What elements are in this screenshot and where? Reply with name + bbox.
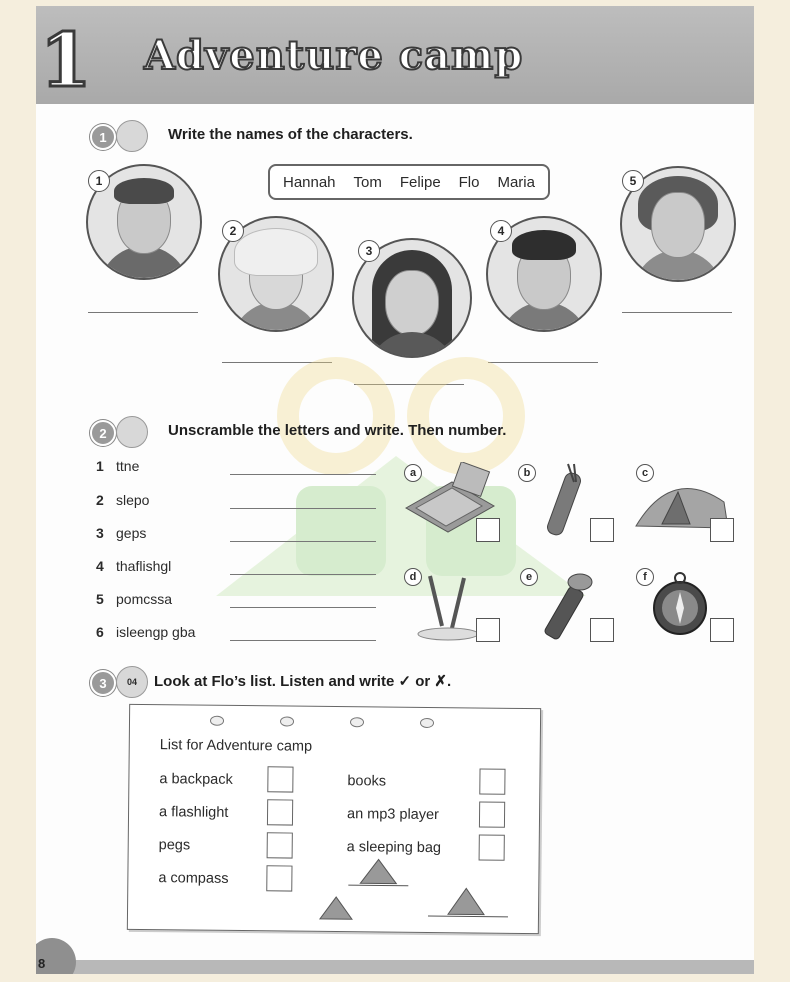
scramble-number: 2 xyxy=(96,492,104,508)
scramble-word: isleengp gba xyxy=(116,624,196,640)
scramble-number: 1 xyxy=(96,458,104,474)
answer-line[interactable] xyxy=(230,508,376,509)
face xyxy=(385,270,439,336)
list-item: a backpack xyxy=(159,771,233,788)
picture-label: b xyxy=(518,464,536,482)
scramble-word: slepo xyxy=(116,492,150,508)
note-hole xyxy=(350,717,364,727)
exercise-2-instruction: Unscramble the letters and write. Then number. xyxy=(168,422,507,439)
unit-title: Adventure camp xyxy=(144,32,524,79)
scramble-row xyxy=(96,492,149,508)
portrait-number: 2 xyxy=(222,220,244,242)
scramble-row xyxy=(96,525,146,541)
picture-label: d xyxy=(404,568,422,586)
picture-label: c xyxy=(636,464,654,482)
checklist-note xyxy=(127,704,541,934)
number-box[interactable] xyxy=(590,518,614,542)
hair xyxy=(512,230,576,260)
portrait-number: 4 xyxy=(490,220,512,242)
name-option: Hannah xyxy=(282,173,336,191)
number-box[interactable] xyxy=(710,518,734,542)
answer-line[interactable] xyxy=(88,312,198,313)
scramble-row xyxy=(96,591,172,607)
answer-line[interactable] xyxy=(230,640,376,641)
picture-label: e xyxy=(520,568,538,586)
name-box xyxy=(268,164,550,200)
tick-box[interactable] xyxy=(267,832,293,858)
number-box[interactable] xyxy=(590,618,614,642)
number-box[interactable] xyxy=(476,618,500,642)
unit-number: 1 xyxy=(40,18,92,104)
tick-box[interactable] xyxy=(267,766,293,792)
exercise-1-instruction: Write the names of the characters. xyxy=(168,126,413,143)
page-number: 8 xyxy=(38,956,46,971)
portrait-number: 3 xyxy=(358,240,380,262)
list-title: List for Adventure camp xyxy=(159,737,313,755)
number-box[interactable] xyxy=(476,518,500,542)
list-item: books xyxy=(347,773,387,790)
list-item: a compass xyxy=(158,870,229,887)
scramble-row xyxy=(96,624,195,640)
scramble-number: 5 xyxy=(96,591,104,607)
answer-line[interactable] xyxy=(230,607,376,608)
scramble-word: geps xyxy=(116,525,147,541)
scramble-row xyxy=(96,558,171,574)
scramble-row xyxy=(96,458,139,474)
list-item: pegs xyxy=(158,837,191,854)
face xyxy=(651,192,705,258)
answer-line[interactable] xyxy=(230,474,376,475)
tick-box[interactable] xyxy=(479,802,505,828)
tick-box[interactable] xyxy=(479,835,505,861)
answer-line[interactable] xyxy=(230,574,376,575)
exercise-3-number: 3 xyxy=(90,670,116,696)
list-item: an mp3 player xyxy=(346,806,440,824)
picture-label: f xyxy=(636,568,654,586)
name-option: Flo xyxy=(458,173,480,191)
tick-box[interactable] xyxy=(267,799,293,825)
number-box[interactable] xyxy=(710,618,734,642)
note-hole xyxy=(210,716,224,726)
list-item: a sleeping bag xyxy=(346,839,442,857)
tick-box[interactable] xyxy=(479,769,505,795)
pencil-icon xyxy=(116,416,148,448)
note-hole xyxy=(280,716,294,726)
name-option: Tom xyxy=(353,173,382,191)
note-hole xyxy=(420,718,434,728)
scramble-number: 6 xyxy=(96,624,104,640)
name-option: Maria xyxy=(497,173,535,191)
scramble-word: pomcssa xyxy=(116,591,173,607)
hair xyxy=(234,228,318,276)
list-item: a flashlight xyxy=(158,804,229,821)
name-option: Felipe xyxy=(399,173,441,191)
exercise-3-instruction: Look at Flo’s list. Listen and write ✓ or ✗. xyxy=(154,673,452,690)
answer-line[interactable] xyxy=(622,312,732,313)
scramble-number: 3 xyxy=(96,525,104,541)
exercise-2-number: 2 xyxy=(90,420,116,446)
scramble-word: thaflishgl xyxy=(116,558,172,574)
workbook-page xyxy=(36,6,754,974)
picture-label: a xyxy=(404,464,422,482)
exercise-1-number: 1 xyxy=(90,124,116,150)
portrait-number: 1 xyxy=(88,170,110,192)
hair xyxy=(114,178,174,204)
portrait-number: 5 xyxy=(622,170,644,192)
scramble-number: 4 xyxy=(96,558,104,574)
tent-doodle-icon xyxy=(318,857,519,929)
pencil-icon xyxy=(116,120,148,152)
answer-line[interactable] xyxy=(230,541,376,542)
footer-band xyxy=(36,960,754,974)
scramble-word: ttne xyxy=(116,458,140,474)
tick-box[interactable] xyxy=(266,865,292,891)
audio-track-icon[interactable]: 04 xyxy=(116,666,148,698)
